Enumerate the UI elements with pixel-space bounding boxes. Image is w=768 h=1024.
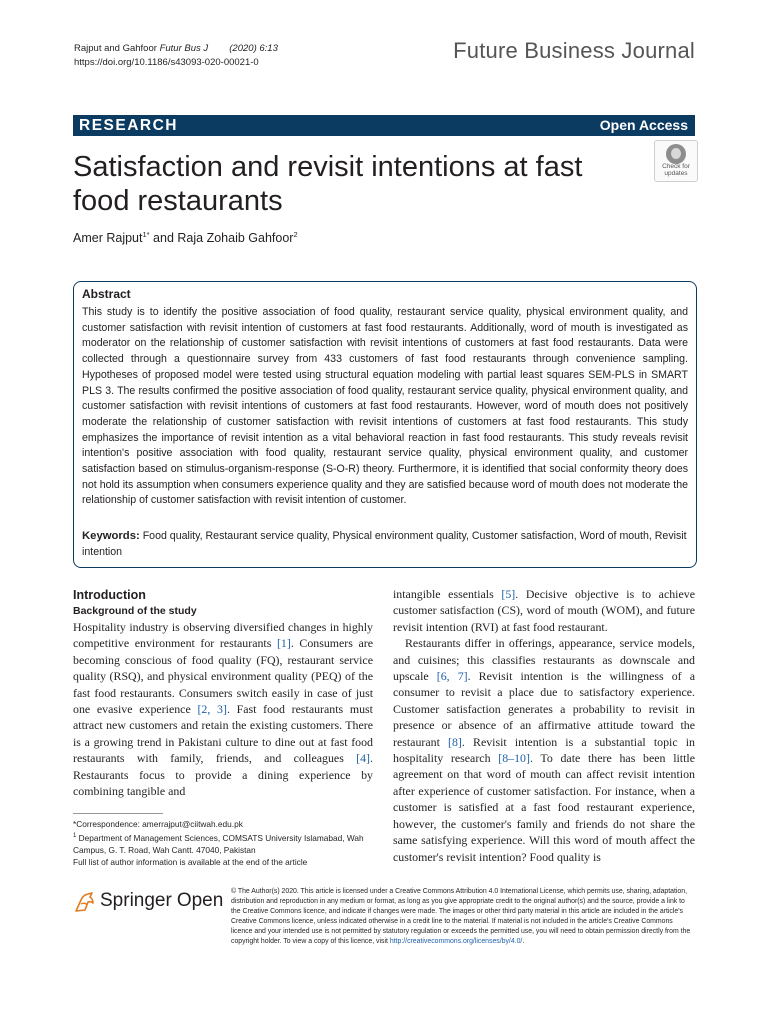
affiliation-note (73, 830, 373, 856)
correspondence-note[interactable]: *Correspondence: amerrajput@ciitwah.edu.pk (73, 819, 243, 829)
footnotes (73, 818, 373, 868)
body-text: . Fast food restaurants must attract new customers and retain the existing customers. There is a growing trend in Pakistani culture to dine out at fast food restaurants with family, friends, and colleagues (73, 702, 373, 766)
citation-link[interactable]: [1] (276, 636, 291, 651)
body-text: . Revisit intention is the willingness of a consumer to revisit a place due to satisfactory experience. Customer satisfaction generates a probability to revisit in presence or absence of an affirmative attitude toward the restaurant (393, 669, 695, 749)
body-text: . Revisit intention is a substantial topic in hospitality research (393, 734, 695, 766)
logo-springer: Springer (100, 890, 172, 911)
paragraph (393, 586, 695, 635)
keywords (82, 529, 688, 560)
body-text: intangible essentials (393, 587, 502, 601)
affiliation-text: Department of Management Sciences, COMSATS University Islamabad, Wah Campus, G. T. Road, Wah Cantt. 47040, Pakistan (73, 832, 364, 855)
author-affiliation-mark: 1* (142, 230, 150, 239)
affiliation-mark: 1 (73, 833, 77, 839)
check-for-updates-button[interactable] (654, 140, 698, 182)
license-text: © The Author(s) 2020. This article is licensed under a Creative Commons Attribution 4.0 International License, which permits use, sharing, adaptation, distribution and reproduction in any medium or format, as long as you give appropriate credit to the original author(s) and the source, provide a link to the Creative Commons licence, and indicate if changes were made. The images or other third party material in this article are included in the article's Creative Commons licence, unless indicated otherwise in a credit line to the material. If material is not included in the article's Creative Commons licence and your intended use is not permitted by statutory regulation or exceeds the permitted use, you will need to obtain permission directly from the copyright holder. To view a copy of this licence, visit (231, 888, 691, 945)
springer-horse-icon (73, 890, 97, 914)
subsection-heading-background: Background of the study (73, 605, 197, 617)
author-affiliation-mark: 2 (293, 230, 298, 239)
citation-link[interactable]: [4] (356, 751, 371, 766)
doi-link[interactable]: https://doi.org/10.1186/s43093-020-00021-0 (74, 57, 259, 68)
body-text: . Restaurants focus to provide a dining experience by combining tangible and (73, 751, 373, 799)
citation-year: (2020) 6:13 (229, 43, 278, 54)
body-column-right (393, 586, 695, 865)
springer-open-logo (100, 890, 223, 912)
author-name[interactable]: Raja Zohaib Gahfoor (177, 231, 294, 246)
author-list (73, 230, 298, 245)
body-text: Restaurants differ in offerings, appearance, service models, and cuisines; this classifies restaurants as downscale and upscale (393, 636, 695, 684)
body-column-left (73, 619, 373, 799)
body-text: . Decisive objective is to achieve customer satisfaction (CS), word of mouth (WOM), and future revisit intention (RVI) at fast food restaurant. (393, 587, 695, 634)
body-text: . Consumers are becoming conscious of food quality (FQ), restaurant service quality (RSQ), and physical environment quality (PEQ) of the fast food restaurants. Consumers switch easily in case of just one evasive experience (73, 636, 373, 717)
citation-link[interactable]: [2, 3] (197, 702, 227, 717)
article-title: Satisfaction and revisit intentions at fast food restaurants (73, 151, 583, 217)
body-text: Hospitality industry is observing diversified changes in highly competitive environment for restaurants (73, 620, 373, 651)
body-text: . To date there has been little agreement on that word of mouth can affect revisit intention after experience of customer satisfaction. For instance, when a customer is satisfied at a fast food restaurant experience, however, the customer's family and friends do not share the same satisfying experience. Will this word of mouth affect the customer's revisit intention? Food quality is (393, 751, 695, 864)
check-for-updates-label: Check for updates (662, 163, 690, 177)
author-info-note: Full list of author information is available at the end of the article (73, 856, 308, 867)
citation-link[interactable]: [8] (448, 734, 462, 749)
author-name[interactable]: Amer Rajput (73, 231, 143, 246)
citation-link[interactable]: [6, 7] (436, 669, 468, 684)
bookmark-icon-inner (671, 148, 681, 159)
abstract-text: This study is to identify the positive association of food quality, restaurant service quality, physical environment quality, and customer satisfaction with revisit intention of customers at fast food restaurants. Additionally, word of mouth is investigated as moderator on the relationship of customer satisfaction with revisit intentions of customers at fast food restaurants. Data were collected through a questionnaire survey from 433 customers of fast food restaurants through convenience sampling. Hypotheses of proposed model were tested using structural equation modeling with partial least squares SEM-PLS in SMART PLS 3. The results confirmed the positive association of food quality, restaurant service quality, physical environment quality, and customer satisfaction with revisit intentions of customers at fast food restaurants. However, word of mouth does not positively moderate the relationship of customer satisfaction with revisit intentions of customers at fast food restaurants. This study emphasizes the importance of revisit intention as a vital behavioral reaction in fast food restaurants. This study reveals revisit intention's positive association with food quality, restaurant service quality, physical environment quality, and customer satisfaction based on stimulus-organism-response (S-O-R) theory. Furthermore, it is identified that social conformity theory does not hold its assumption when consumers experience quality and they are satisfied because word of mouth does not moderate the relationship of customer satisfaction with revisit intention of customer. (82, 306, 688, 507)
license-link[interactable]: http://creativecommons.org/licenses/by/4.0/ (389, 938, 523, 945)
footnote-divider (73, 813, 163, 814)
section-heading-introduction: Introduction (73, 588, 146, 602)
citation-link[interactable]: [8–10] (498, 751, 530, 766)
keywords-list: Food quality, Restaurant service quality, Physical environment quality, Customer satisfaction, Word of mouth, Revisit intention (82, 530, 687, 558)
keywords-label: Keywords: (82, 530, 140, 542)
bookmark-icon (666, 144, 686, 164)
article-type-label: RESEARCH (79, 117, 178, 134)
license-notice (231, 887, 696, 947)
citation-authors: Rajput and Gahfoor (74, 43, 157, 54)
citation-journal: Futur Bus J (159, 43, 209, 54)
abstract-heading: Abstract (82, 287, 131, 301)
logo-open: Open (176, 890, 224, 911)
journal-name: Future Business Journal (453, 38, 695, 63)
open-access-badge: Open Access (593, 115, 695, 136)
article-citation (74, 42, 278, 70)
author-separator: and (149, 231, 178, 246)
citation-link[interactable]: [5] (501, 587, 516, 601)
paragraph (393, 635, 695, 865)
license-end: . (522, 938, 525, 945)
